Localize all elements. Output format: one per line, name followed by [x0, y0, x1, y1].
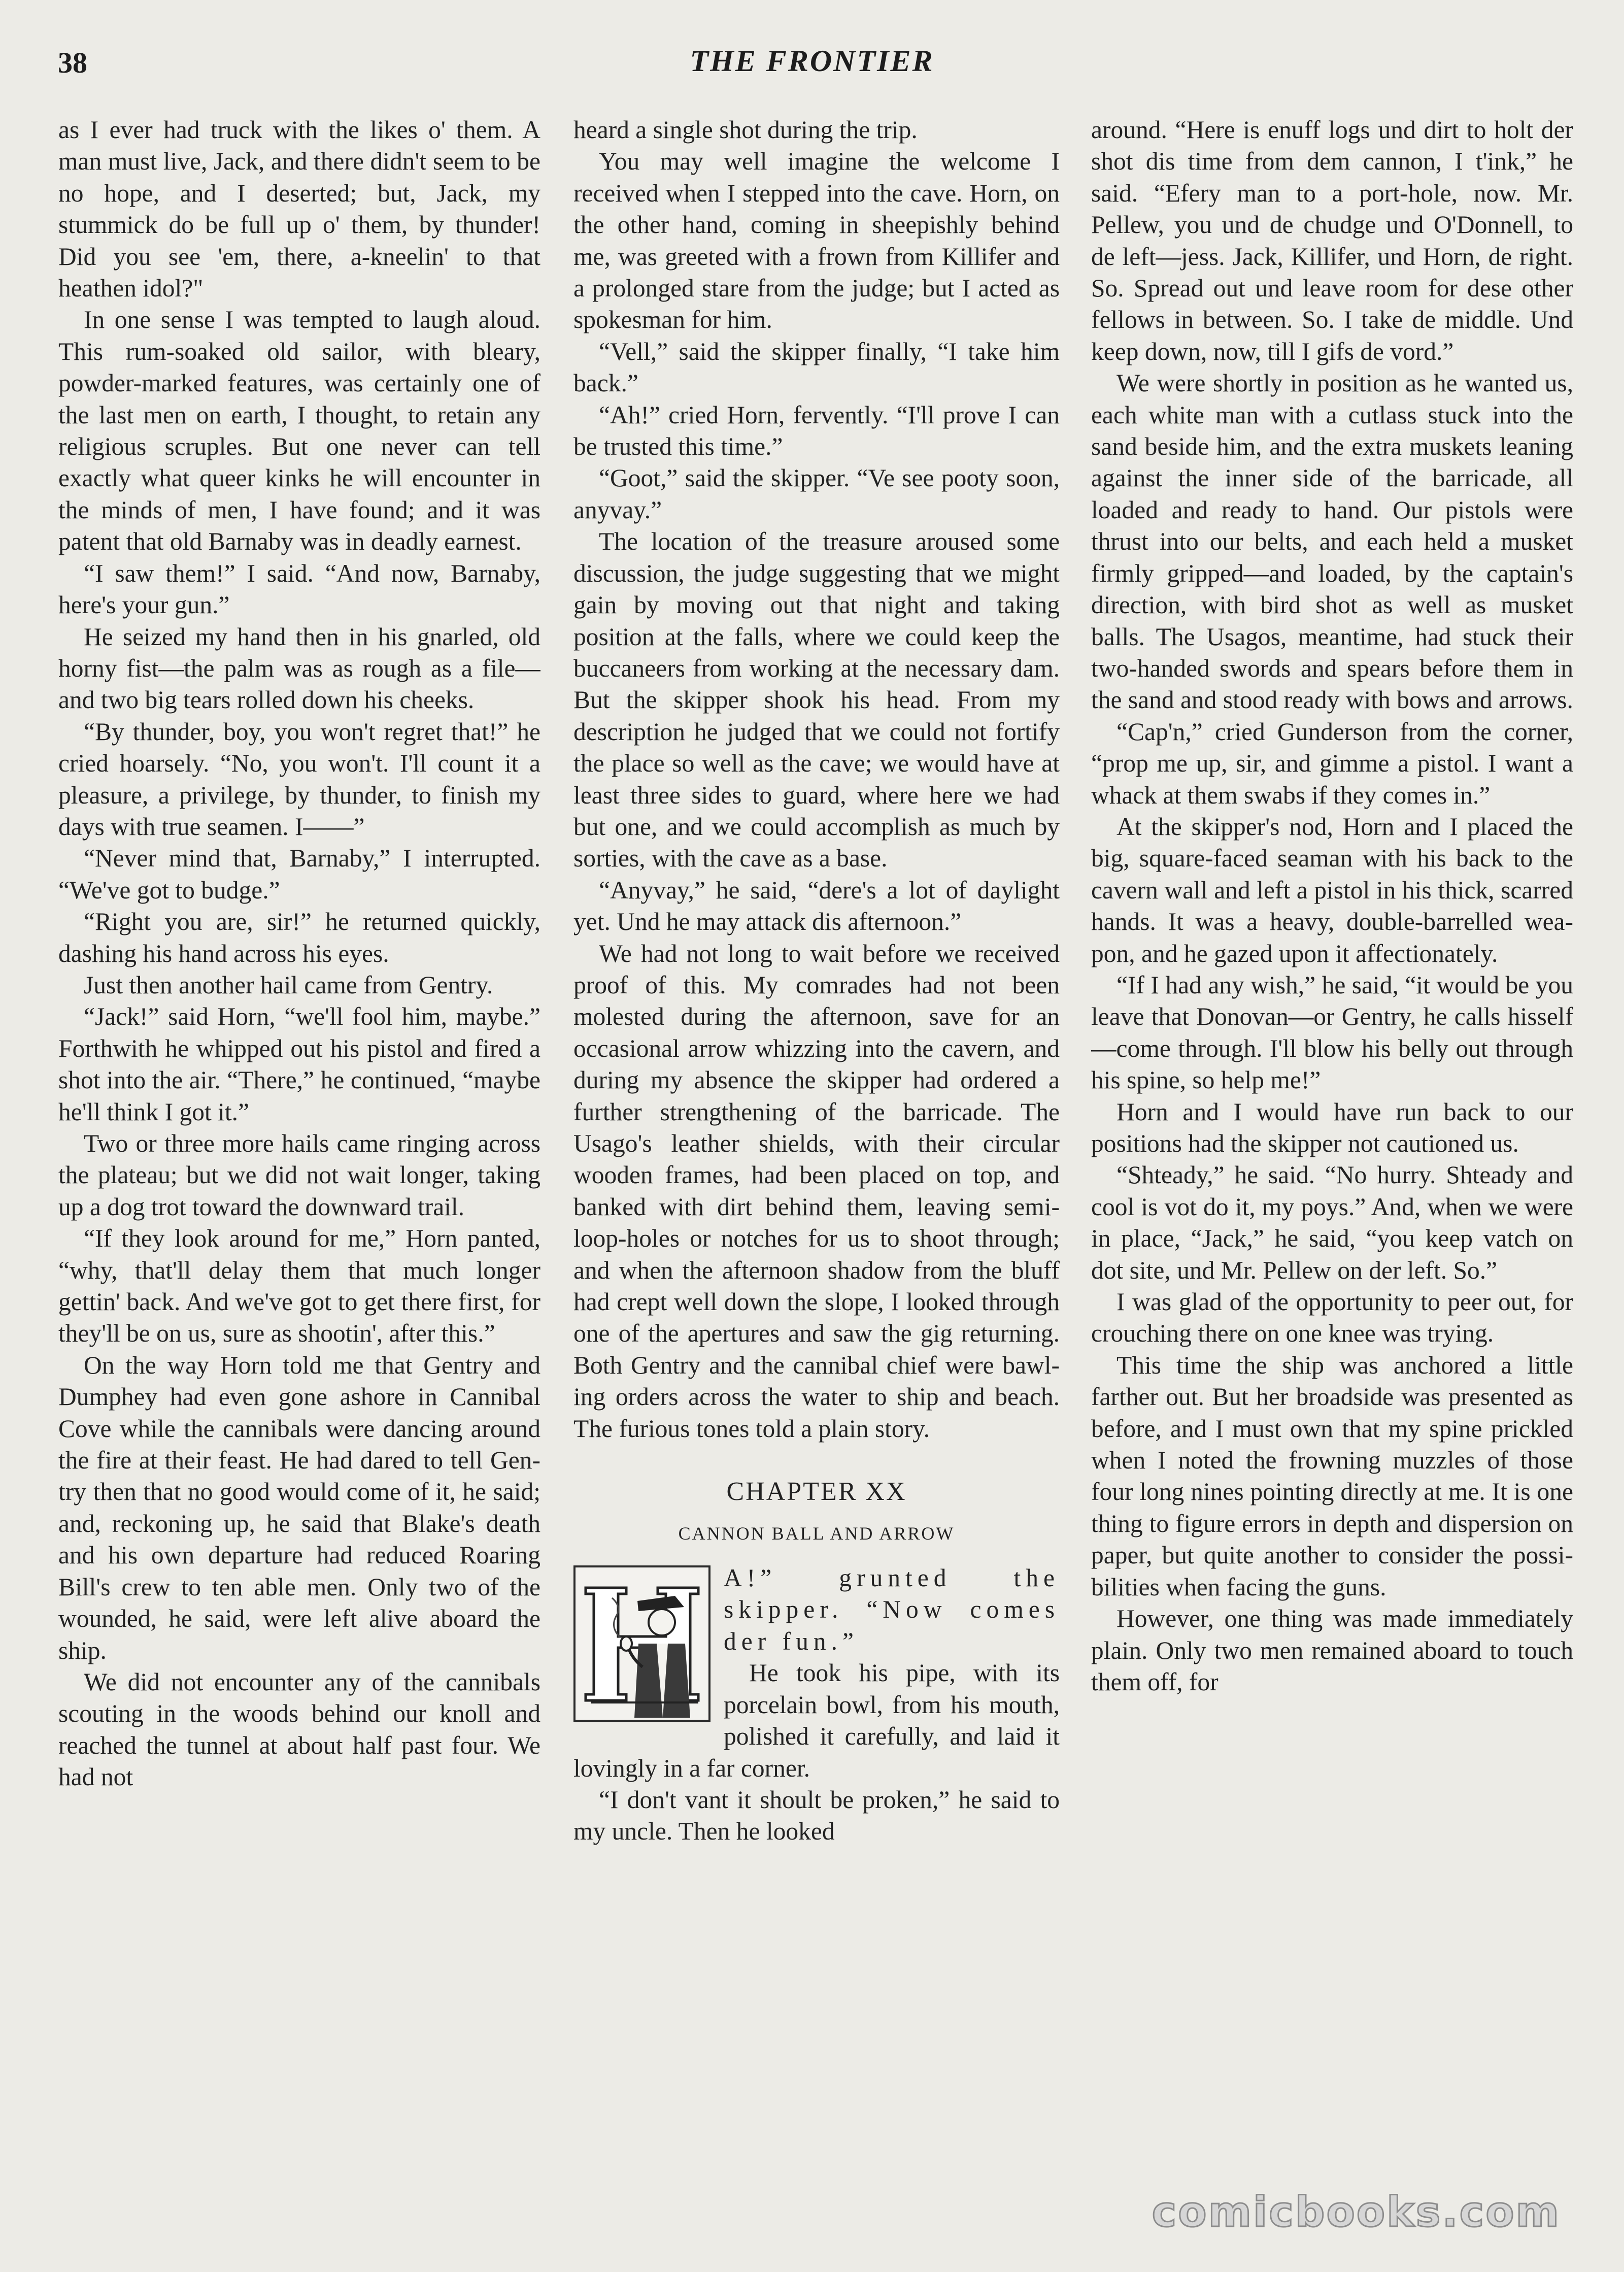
paragraph: However, one thing was made immediately plain. Only two men remained aboard to touch them off, for [1091, 1605, 1573, 1696]
paragraph: A!” grunted the skipper. “Now comes der fun.” [724, 1564, 1060, 1655]
running-title: THE FRONTIER [690, 44, 934, 78]
paragraph: This time the ship was anchored a little farther out. But her broadside was presented as before, and I must own that my spine prickled when I noted the frowning muzzles of those four long nines pointing directly at me. It is one thing to figure errors in depth and dispersion on paper, but quite another to consider the possibilities when facing the guns. [1091, 1351, 1573, 1601]
paragraph: “Cap'n,” cried Gunderson from the corner, “prop me up, sir, and gimme a pistol. I want a whack at them swabs if they comes in.” [1091, 717, 1573, 809]
paragraph: “I saw them!” I said. “And now, Barnaby, here's your gun.” [58, 559, 540, 619]
paragraph: We were shortly in position as he wanted us, each white man with a cutlass stuck into the sand beside him, and the extra muskets leaning against the inner side of the barricade, all loaded and ready to hand. Our pistols were thrust into our belts, and each held a musket firmly gripped—and loaded, by the captain's direction, with bird shot as well as musket balls. The Usagos, meantime, had stuck their two-handed swords and spears before them in the sand and stood ready with bows and arrows. [1091, 369, 1573, 714]
paragraph: He took his pipe, with its porcelain bowl, from his mouth, polished it carefully, and laid it lovingly in a far corner. [573, 1659, 1060, 1782]
paragraph: “Never mind that, Barnaby,” I interrupted. “We've got to budge.” [58, 844, 540, 904]
paragraph: We had not long to wait before we received proof of this. My comrades had not been molested during the afternoon, save for an occasional arrow whizzing into the cavern, and during my absence the skipper had ordered a further strengthening of the barricade. The Usago's leather shields, with their circular wooden frames, had been placed on top, and banked with dirt behind them, leaving semi-loop-holes or notches for us to shoot through; and when the afternoon shadow from the bluff had crept well down the slope, I looked through one of the apertures and saw the gig returning. Both Gentry and the cannibal chief were bawling orders across the water to ship and beach. The furious tones told a plain story. [573, 939, 1060, 1443]
paragraph: We did not encounter any of the cannibals scouting in the woods behind our knoll and reached the tunnel at about half past four. We had not [58, 1667, 540, 1791]
text-column-left [58, 114, 540, 2175]
paragraph: “By thunder, boy, you won't regret that!” he cried hoarsely. “No, you won't. I'll count it a pleasure, a privilege, by thunder, to finish my days with true seamen. I——” [58, 717, 540, 841]
paragraph: “Jack!” said Horn, “we'll fool him, maybe.” Forthwith he whipped out his pistol and fired a shot into the air. “There,” he continued, “maybe he'll think I got it.” [58, 1003, 540, 1126]
paragraph: Two or three more hails came ringing across the plateau; but we did not wait longer, taking up a dog trot toward the downward trail. [58, 1129, 540, 1221]
chapter-heading [573, 1476, 1060, 1545]
dropcap-h-captain-illustration-icon [573, 1565, 710, 1722]
paragraph: On the way Horn told me that Gentry and Dumphey had even gone ashore in Cannibal Cove while the cannibals were dancing around the fire at their feast. He had dared to tell Gentry then that no good would come of it, he said; and, reckoning up, he said that Blake's death and his own departure had reduced Roaring Bill's crew to ten able men. Only two of the wounded, he said, were left alive aboard the ship. [58, 1351, 540, 1664]
page-header [51, 36, 1573, 96]
paragraph: as I ever had truck with the likes o' them. A man must live, Jack, and there didn't seem to be no hope, and I deserted; but, Jack, my stummick do be full up o' them, by thunder! Did you see 'em, there, a-kneelin' to that heathen idol?" [58, 116, 540, 303]
chapter-number: CHAPTER XX [726, 1477, 907, 1507]
paragraph: I was glad of the opportunity to peer out, for crouching there on one knee was trying. [1091, 1288, 1573, 1348]
chapter-opening [573, 1562, 1060, 1848]
paragraph: “If I had any wish,” he said, “it would be you leave that Donovan—or Gentry, he calls hisself—come through. I'll blow his belly out through his spine, so help me!” [1091, 971, 1573, 1094]
paragraph: “Shteady,” he said. “No hurry. Shteady and cool is vot do it, my poys.” And, when we were in place, “Jack,” he said, “you keep vatch on dot site, und Mr. Pellew on der left. So.” [1091, 1161, 1573, 1284]
chapter-subtitle: CANNON BALL AND ARROW [678, 1523, 955, 1544]
paragraph: At the skipper's nod, Horn and I placed the big, square-faced seaman with his back to the cavern wall and left a pistol in his thick, scarred hands. It was a heavy, double-barrelled weapon, and he gazed upon it affectionately. [1091, 812, 1573, 967]
text-column-middle [573, 114, 1060, 2175]
paragraph: Just then another hail came from Gentry. [84, 971, 493, 999]
paragraph: He seized my hand then in his gnarled, old horny fist—the palm was as rough as a file—and two big tears rolled down his cheeks. [58, 622, 540, 714]
site-watermark: comicbooks.com [1152, 2188, 1561, 2236]
text-column-right [1091, 114, 1573, 2175]
paragraph: The location of the treasure aroused some discussion, the judge suggesting that we might gain by moving out that night and taking position at the falls, where we could keep the buccaneers from working at the necessary dam. But the skipper shook his head. From my description he judged that we could not fortify the place so well as the cave; we would have at least three sides to guard, where here we had but one, and we could accomplish as much by sorties, with the cave as a base. [573, 527, 1060, 873]
paragraph: heard a single shot during the trip. [573, 116, 918, 144]
paragraph: “I don't vant it shoult be proken,” he said to my uncle. Then he looked [573, 1785, 1060, 1846]
paragraph: “If they look around for me,” Horn panted, “why, that'll delay them that much longer gettin' back. And we've got to get there first, for they'll be on us, sure as shootin', after this.” [58, 1224, 540, 1348]
paragraph: around. “Here is enuff logs und dirt to holt der shot dis time from dem cannon, I t'ink,” he said. “Efery man to a port-hole, now. Mr. Pellew, you und de chudge und O'Donnell, to de left—jess. Jack, Killifer, und Horn, de right. So. Spread out und leave room for dese other fellows in between. So. I take de middle. Und keep down, now, till I gifs de vord.” [1091, 116, 1573, 365]
paragraph: “Ah!” cried Horn, fervently. “I'll prove I can be trusted this time.” [573, 400, 1060, 461]
paragraph: In one sense I was tempted to laugh aloud. This rum-soaked old sailor, with bleary, powder-marked features, was certainly one of the last men on earth, I thought, to retain any religious scruples. But one never can tell exactly what queer kinks he will encounter in the minds of men, I have found; and it was patent that old Barnaby was in deadly earnest. [58, 306, 540, 556]
page-number: 38 [58, 46, 87, 79]
paragraph: “Right you are, sir!” he returned quickly, dashing his hand across his eyes. [58, 908, 540, 967]
paragraph: You may well imagine the welcome I received when I stepped into the cave. Horn, on the other hand, coming in sheepishly behind me, was greeted with a frown from Killifer and a prolonged stare from the judge; but I acted as spokesman for him. [573, 147, 1060, 334]
paragraph: “Vell,” said the skipper finally, “I take him back.” [573, 337, 1060, 397]
paragraph: “Goot,” said the skipper. “Ve see pooty soon, anyvay.” [573, 464, 1060, 524]
paragraph: Horn and I would have run back to our positions had the skipper not cautioned us. [1091, 1097, 1573, 1157]
paragraph: “Anyvay,” he said, “dere's a lot of daylight yet. Und he may attack dis afternoon.” [573, 876, 1060, 936]
